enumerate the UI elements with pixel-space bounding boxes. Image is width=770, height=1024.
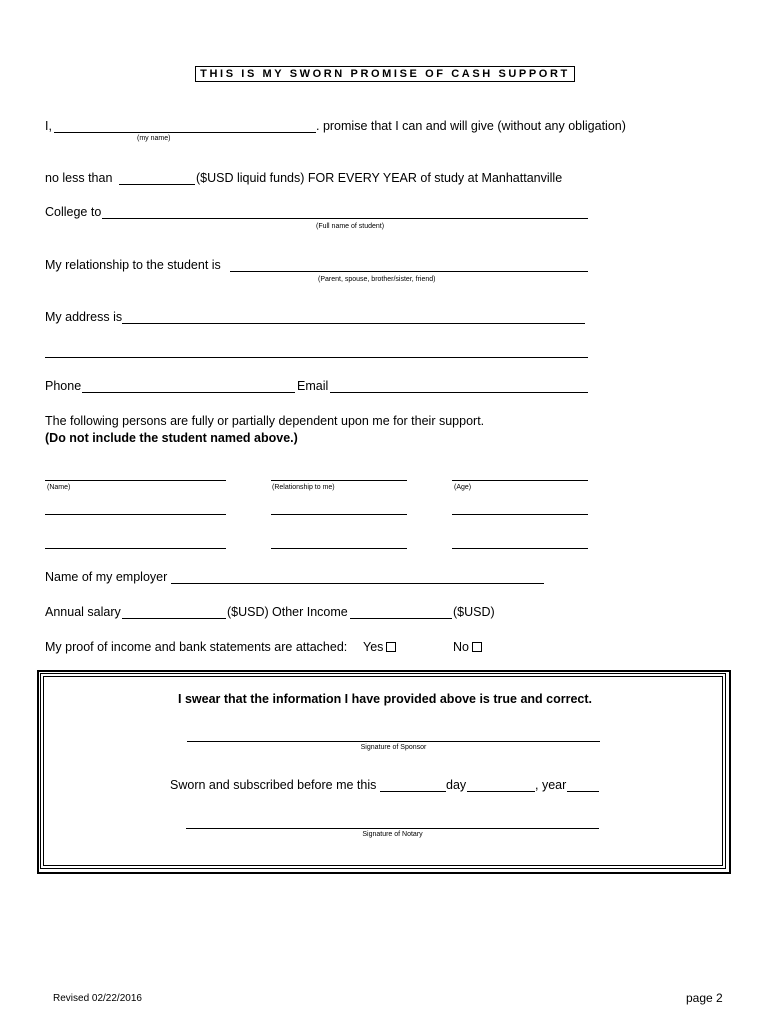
other-income-unit: ($USD) xyxy=(453,605,495,619)
student-name-field[interactable] xyxy=(102,218,588,219)
address-field-2[interactable] xyxy=(45,357,588,358)
promise-prefix: I, xyxy=(45,119,52,133)
college-label: College to xyxy=(45,205,102,219)
student-name-hint: (Full name of student) xyxy=(316,223,385,230)
sworn-month-field[interactable] xyxy=(467,791,535,792)
no-checkbox[interactable] xyxy=(472,642,482,652)
salary-unit: ($USD) xyxy=(227,605,269,619)
relationship-label: My relationship to the student is xyxy=(45,258,221,272)
email-field[interactable] xyxy=(330,392,588,393)
amount-field[interactable] xyxy=(119,184,195,185)
dependent-3-name-field[interactable] xyxy=(45,548,226,549)
name-hint: (my name) xyxy=(137,135,171,142)
employer-field[interactable] xyxy=(171,583,544,584)
sworn-year-field[interactable] xyxy=(567,791,599,792)
salary-field[interactable] xyxy=(122,618,226,619)
proof-label: My proof of income and bank statements are attached: xyxy=(45,640,348,654)
col-name-hint: (Name) xyxy=(47,484,71,491)
proof-no-option[interactable] xyxy=(453,640,482,654)
yes-checkbox[interactable] xyxy=(386,642,396,652)
col-age-hint: (Age) xyxy=(454,484,472,491)
other-income-label: Other Income xyxy=(272,605,348,619)
dependent-1-age-field[interactable] xyxy=(452,480,588,481)
page-title: THIS IS MY SWORN PROMISE OF CASH SUPPORT xyxy=(195,66,575,82)
col-relationship-hint: (Relationship to me) xyxy=(272,484,335,491)
sworn-prefix: Sworn and subscribed before me this xyxy=(170,778,377,792)
salary-label: Annual salary xyxy=(45,605,121,619)
revised-date: Revised 02/22/2016 xyxy=(53,993,142,1004)
sponsor-name-field[interactable] xyxy=(54,132,316,133)
dependent-3-relationship-field[interactable] xyxy=(271,548,407,549)
dependents-intro: The following persons are fully or partially dependent upon me for their support. xyxy=(45,414,485,428)
sponsor-signature-hint: Signature of Sponsor xyxy=(360,744,427,751)
relationship-field[interactable] xyxy=(230,271,588,272)
notary-signature-field[interactable] xyxy=(186,828,599,829)
relationship-hint: (Parent, spouse, brother/sister, friend) xyxy=(318,276,436,283)
dependent-2-age-field[interactable] xyxy=(452,514,588,515)
phone-field[interactable] xyxy=(82,392,295,393)
address-label: My address is xyxy=(45,310,123,324)
email-label: Email xyxy=(297,379,329,393)
day-label: day xyxy=(446,778,467,792)
dependent-2-relationship-field[interactable] xyxy=(271,514,407,515)
phone-label: Phone xyxy=(45,379,82,393)
dependent-1-name-field[interactable] xyxy=(45,480,226,481)
proof-yes-option[interactable] xyxy=(363,640,396,654)
address-field-1[interactable] xyxy=(122,323,585,324)
dependent-1-relationship-field[interactable] xyxy=(271,480,407,481)
notary-signature-hint: Signature of Notary xyxy=(362,831,423,838)
dependents-note: (Do not include the student named above.) xyxy=(45,431,298,445)
sponsor-signature-field[interactable] xyxy=(187,741,600,742)
other-income-field[interactable] xyxy=(350,618,452,619)
amount-prefix: no less than xyxy=(45,171,113,185)
year-label: , year xyxy=(535,778,567,792)
yes-label: Yes xyxy=(363,640,384,654)
dependent-2-name-field[interactable] xyxy=(45,514,226,515)
employer-label: Name of my employer xyxy=(45,570,168,584)
sworn-day-field[interactable] xyxy=(380,791,446,792)
promise-suffix: . promise that I can and will give (without any obligation) xyxy=(316,119,626,133)
oath-statement: I swear that the information I have provided above is true and correct. xyxy=(178,692,592,706)
no-label: No xyxy=(453,640,469,654)
page-number: page 2 xyxy=(686,991,723,1005)
amount-suffix: ($USD liquid funds) FOR EVERY YEAR of study at Manhattanville xyxy=(196,171,563,185)
dependent-3-age-field[interactable] xyxy=(452,548,588,549)
